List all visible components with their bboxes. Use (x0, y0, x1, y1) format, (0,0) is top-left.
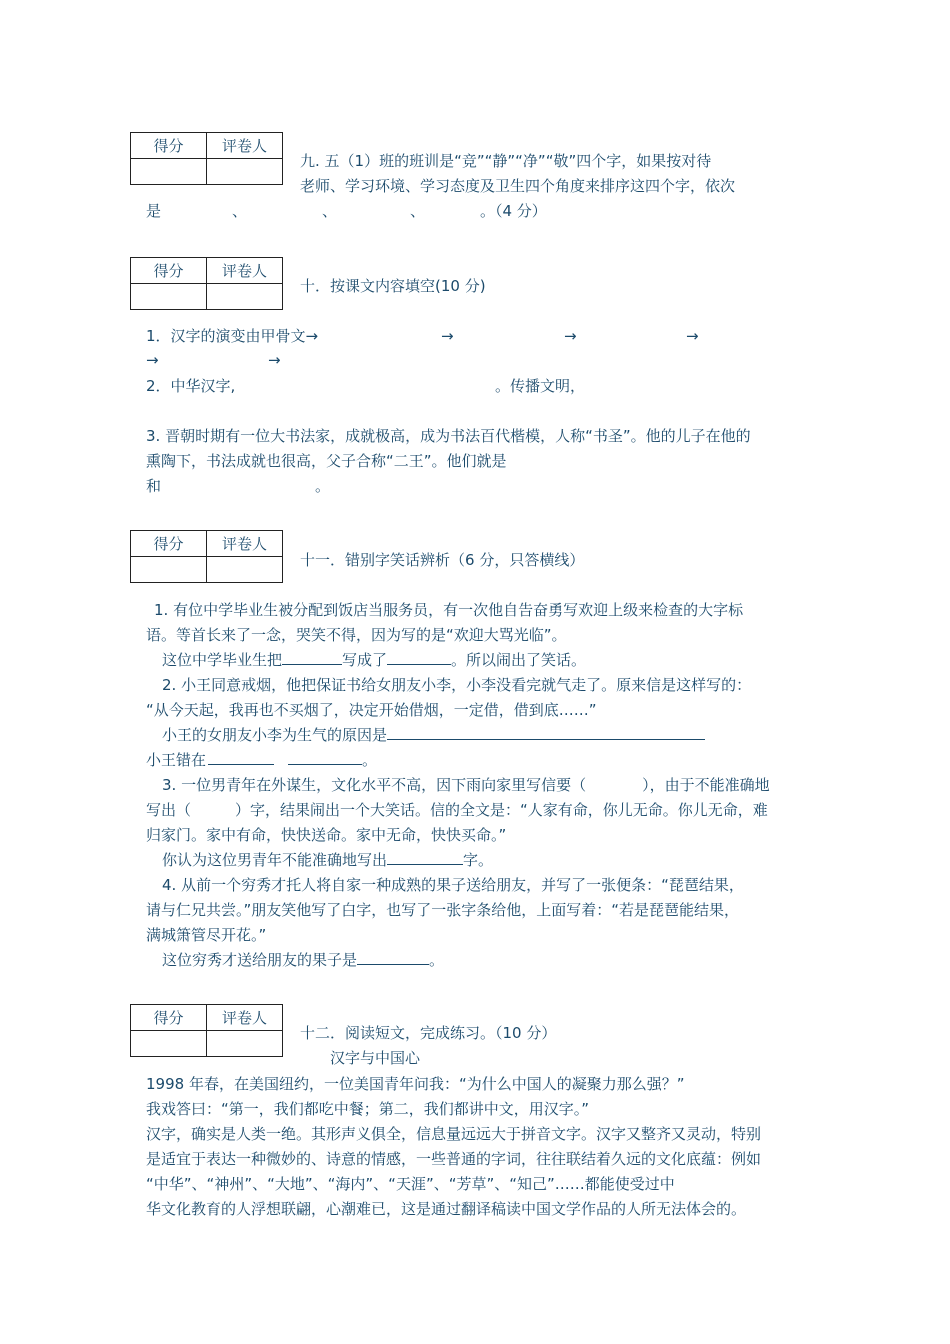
grader-cell (207, 159, 283, 185)
text: 这位中学毕业生把 (162, 651, 283, 669)
q11-p2-line3 (162, 723, 705, 747)
blank-field[interactable] (208, 748, 274, 765)
text: 小王的女朋友小李为生气的原因是 (162, 726, 388, 744)
q10-item3-and: 和 (146, 477, 162, 495)
q12-passage-title: 汉字与中国心 (330, 1049, 421, 1067)
score-cell (131, 1031, 207, 1057)
q10-item2-start: 2．中华汉字, (146, 377, 236, 395)
q11-p3-line4 (162, 848, 493, 872)
q12-passage-line3: 汉字，确实是人类一绝。其形声义俱全，信息量远远大于拼音文字。汉字又整齐又灵动，特别 (146, 1125, 762, 1143)
q10-item3-line1: 3. 晋朝时期有一位大书法家，成就极高，成为书法百代楷模，人称“书圣”。他的儿子在他的 (146, 427, 751, 445)
grader-header: 评卷人 (207, 1005, 283, 1031)
arrow-icon: → (686, 327, 699, 345)
q11-p4-line2: 请与仁兄共尝。”朋友笑他写了白字，也写了一张字条给他，上面写着：“若是琵琶能结果， (146, 901, 740, 919)
score-header: 得分 (131, 258, 207, 284)
q9-separator-2: 、 (322, 202, 338, 220)
q11-p2-line1: 2. 小王同意戒烟，他把保证书给女朋友小李，小李没看完就气走了。原来信是这样写的： (162, 676, 752, 694)
q11-p3-line3: 归家门。家中有命，快快送命。家中无命，快快买命。” (146, 826, 507, 844)
q9-line1: 九. 五（1）班的班训是“竞”“静”“净”“敬”四个字，如果按对待 (300, 152, 712, 170)
text: 写成了 (342, 651, 388, 669)
q10-title: 十．按课文内容填空(10 分) (300, 277, 486, 295)
q12-title: 十二．阅读短文，完成练习。（10 分） (300, 1024, 557, 1042)
text: 字。 (463, 851, 494, 869)
score-header: 得分 (131, 133, 207, 159)
q9-points: 。（4 分） (480, 202, 547, 220)
q12-passage-line1: 1998 年春，在美国纽约，一位美国青年问我：“为什么中国人的凝聚力那么强？” (146, 1075, 685, 1093)
q11-p4-line4 (162, 948, 444, 972)
q10-item2-end: 。传播文明， (495, 377, 586, 395)
score-table-q12 (130, 1004, 283, 1057)
q11-p2-line4: 小王错在 。 (146, 748, 377, 772)
grader-header: 评卷人 (207, 258, 283, 284)
q12-passage-line4: 是适宜于表达一种微妙的、诗意的情感，一些普通的字词，往往联结着久远的文化底蕴：例如 (146, 1150, 762, 1168)
arrow-icon: → (441, 327, 454, 345)
blank-field[interactable] (387, 648, 451, 665)
q11-p3-line2 (146, 798, 768, 822)
q11-p1-line3 (162, 648, 586, 672)
q10-item3-line2: 熏陶下，书法成就也很高，父子合称“二王”。他们就是 (146, 452, 507, 470)
q9-separator-3: 、 (410, 202, 426, 220)
arrow-icon: → (564, 327, 577, 345)
q9-line2: 老师、学习环境、学习态度及卫生四个角度来排序这四个字，依次 (300, 177, 736, 195)
text: 。所以闹出了笑话。 (451, 651, 587, 669)
q10-item3-end: 。 (315, 477, 331, 495)
blank-field[interactable] (357, 948, 429, 965)
text: 。 (429, 951, 445, 969)
text: 3. 一位男青年在外谋生，文化水平不高，因下雨向家里写信要（ (162, 776, 587, 794)
q11-title: 十一．错别字笑话辨析（6 分，只答横线） (300, 551, 585, 569)
score-header: 得分 (131, 1005, 207, 1031)
arrow-icon: → (146, 351, 159, 369)
blank-field[interactable] (387, 723, 705, 740)
score-cell (131, 159, 207, 185)
q11-p2-line2: “从今天起，我再也不买烟了，决定开始借烟，一定借，借到底……” (146, 701, 597, 719)
text: 小王错在 (146, 751, 207, 769)
arrow-icon: → (268, 351, 281, 369)
score-cell (131, 557, 207, 583)
text: 写出（ (146, 801, 192, 819)
score-table-q10 (130, 257, 283, 310)
text: 你认为这位男青年不能准确地写出 (162, 851, 388, 869)
text: 这位穷秀才送给朋友的果子是 (162, 951, 358, 969)
blank-field[interactable] (288, 748, 362, 765)
text: ），由于不能准确地 (642, 776, 770, 794)
q12-passage-line2: 我戏答曰：“第一，我们都吃中餐；第二，我们都讲中文，用汉字。” (146, 1100, 590, 1118)
q11-p1-line1: 1. 有位中学毕业生被分配到饭店当服务员，有一次他自告奋勇写欢迎上级来检查的大字标 (154, 601, 744, 619)
score-cell (131, 284, 207, 310)
blank-field[interactable] (387, 848, 463, 865)
grader-cell (207, 1031, 283, 1057)
grader-cell (207, 284, 283, 310)
grader-header: 评卷人 (207, 133, 283, 159)
q12-passage-line6: 华文化教育的人浮想联翩，心潮难已，这是通过翻译稿读中国文学作品的人所无法体会的。 (146, 1200, 747, 1218)
text: ）字，结果闹出一个大笑话。信的全文是：“人家有命，你儿无命。你儿无命，难 (235, 801, 768, 819)
blank-field[interactable] (282, 648, 342, 665)
score-header: 得分 (131, 531, 207, 557)
grader-cell (207, 557, 283, 583)
grader-header: 评卷人 (207, 531, 283, 557)
q11-p4-line3: 满城箫管尽开花。” (146, 926, 267, 944)
q10-item1: 1．汉字的演变由甲骨文→ (146, 327, 319, 345)
q11-p1-line2: 语。等首长来了一念，哭笑不得，因为写的是“欢迎大骂光临”。 (146, 626, 567, 644)
score-table-q11 (130, 530, 283, 583)
q12-passage-line5: “中华”、“神州”、“大地”、“海内”、“天涯”、“芳草”、“知己”……都能使受过中 (146, 1175, 675, 1193)
q9-separator-1: 、 (232, 202, 248, 220)
q9-line3-start: 是 (146, 202, 162, 220)
q11-p4-line1: 4. 从前一个穷秀才托人将自家一种成熟的果子送给朋友，并写了一张便条：“琵琶结果， (162, 876, 744, 894)
q11-p3-line1 (162, 773, 770, 797)
score-table-q9 (130, 132, 283, 185)
